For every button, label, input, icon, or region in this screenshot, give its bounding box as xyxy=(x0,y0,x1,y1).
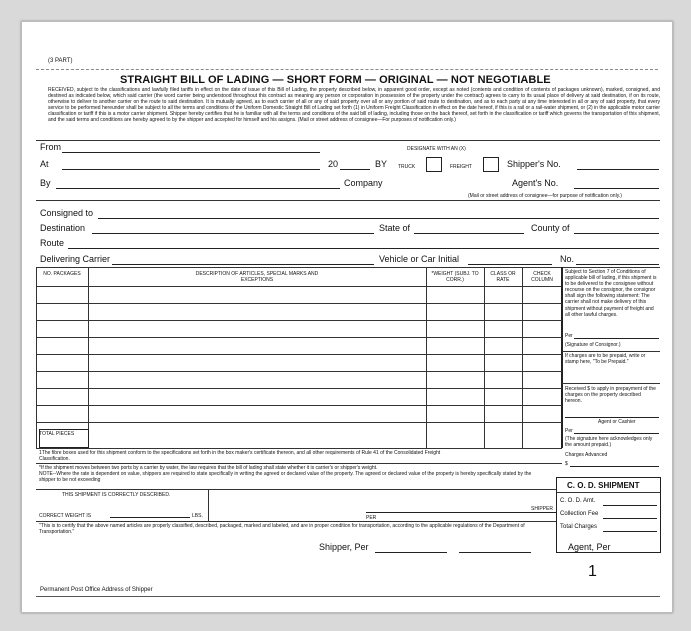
state-of-label: State of xyxy=(379,223,411,233)
delivering-carrier-field[interactable] xyxy=(112,264,374,265)
mail-note: (Mail or street address of consignee—for purpose of notification only.) xyxy=(468,193,622,199)
at-label: At xyxy=(40,159,49,169)
col-header-class: CLASS OR RATE xyxy=(490,271,516,283)
from-field[interactable] xyxy=(62,152,320,153)
prepaid-text: If charges are to be prepaid, write or stamp here, "To be Prepaid." xyxy=(565,353,646,366)
col-header-description: DESCRIPTION OF ARTICLES, SPECIAL MARKS AND EXCEPTIONS xyxy=(195,271,319,283)
shippers-no-field[interactable] xyxy=(577,169,659,170)
table-row[interactable] xyxy=(36,388,562,389)
col-divider-5 xyxy=(561,267,563,448)
consigned-to-label: Consigned to xyxy=(40,208,94,218)
table-left-border xyxy=(36,267,37,448)
col-header-weight: *WEIGHT (SUBJ. TO CORR.) xyxy=(431,271,479,283)
consignor-signature-field[interactable] xyxy=(574,338,659,339)
county-of-label: County of xyxy=(531,223,570,233)
year-field[interactable] xyxy=(340,169,370,170)
section7-text: Subject to Section 7 of Conditions of applicable bill of lading, if this shipment is to be delivered to the consignee without recourse on the consignor, the consignor shall sign the following statement: The carrier shall not make delivery of this shipment without payment of freight and all other lawful charges. xyxy=(565,269,657,318)
value-note: NOTE--Where the rate is dependent on value, shippers are required to state specifically in writing the agreed or declared value of the property. The agreed or declared value of the property is hereby specifically stated by the shipper to be not exceeding xyxy=(39,471,532,484)
permanent-address-label: Permanent Post Office Address of Shipper xyxy=(40,587,153,593)
form-title: STRAIGHT BILL OF LADING — SHORT FORM — ORIGINAL — NOT NEGOTIABLE xyxy=(120,74,551,86)
agent-cashier-field[interactable] xyxy=(565,417,659,418)
table-top-border xyxy=(36,267,660,268)
route-label: Route xyxy=(40,238,65,248)
total-pieces-box[interactable] xyxy=(39,429,89,448)
table-row[interactable] xyxy=(36,303,562,304)
charges-advanced-field[interactable] xyxy=(570,466,659,467)
correct-weight-field[interactable] xyxy=(110,517,190,518)
part-label: (3 PART) xyxy=(48,58,73,64)
received-paragraph: RECEIVED, subject to the classifications and lawfully filed tariffs in effect on the date of issue of this Bill of Lading, the property described below, in apparent good order, except as noted (contents and condition of contents of packages unknown), marked, consigned, and destined as indicated below, which said carrier (the word carrier being understood throughout this contract as meaning any person or corporation in possession of the property under the contract) agrees to carry to its usual place of delivery at said destination, if on its route, otherwise to deliver to another carrier on the route to said destination. It is mutually agreed, as to each carrier of all or any of said property over all or any portion of said route to destination, and as to each party at any time interested in all or any of said property, that every service to be performed hereunder shall be subject to all the terms and conditions of the Uniform Domestic Straight Bill of Lading set forth (1) in Uniform Freight Classification in effect on the date hereof, if this is a rail or a rail-water shipment, or (2) in the applicable motor carrier classification or tariff if this is a motor carrier shipment. Shipper hereby certifies that he is familiar with all the terms and conditions of the said bill of lading, including those on the back thereof, set forth in the classification or tariff which governs the transportation of this shipment, and the said terms and conditions are hereby agreed to by the shipper and accepted for himself and his assigns. (Mail or street address of consignee—For purposes of notification only.) xyxy=(48,87,660,124)
agents-no-label: Agent's No. xyxy=(512,178,559,188)
shipper-box-divider xyxy=(208,489,209,521)
cod-divider xyxy=(557,492,660,493)
shipper-caps-label: SHIPPER xyxy=(531,506,553,512)
agent-cashier-label: Agent or Cashier xyxy=(598,419,636,425)
no-field[interactable] xyxy=(576,264,659,265)
per2-label: Per xyxy=(565,428,573,434)
correct-weight-label: CORRECT WEIGHT IS xyxy=(39,513,92,519)
by-caps-label: BY xyxy=(375,159,388,169)
collection-fee-label: Collection Fee xyxy=(560,511,599,517)
total-charges-label: Total Charges xyxy=(560,524,598,530)
table-row[interactable] xyxy=(36,371,562,372)
bill-of-lading-form xyxy=(21,21,673,613)
side-divider xyxy=(562,383,660,384)
table-header-divider xyxy=(36,286,562,287)
collection-fee-field[interactable] xyxy=(603,518,657,519)
destination-label: Destination xyxy=(40,223,86,233)
delivering-carrier-label: Delivering Carrier xyxy=(40,254,111,264)
freight-label: FREIGHT xyxy=(450,164,472,170)
year-prefix: 20 xyxy=(328,159,339,169)
cod-amt-label: C. O. D. Amt. xyxy=(560,498,596,504)
per2-field[interactable] xyxy=(574,433,659,434)
destination-field[interactable] xyxy=(92,233,374,234)
table-bottom-border xyxy=(36,448,562,449)
certify-divider xyxy=(36,521,556,522)
vehicle-field[interactable] xyxy=(468,264,552,265)
lbs-label: LBS. xyxy=(192,513,203,519)
table-row[interactable] xyxy=(36,354,562,355)
table-row[interactable] xyxy=(36,405,562,406)
table-row[interactable] xyxy=(36,320,562,321)
truck-label: TRUCK xyxy=(398,164,416,170)
table-row[interactable] xyxy=(36,337,562,338)
perforation-line xyxy=(36,69,658,70)
agent-per-field[interactable] xyxy=(614,552,659,553)
cod-title: C. O. D. SHIPMENT xyxy=(567,481,640,490)
charges-dollar: $ xyxy=(565,461,568,467)
permanent-address-field[interactable] xyxy=(36,596,660,597)
col-header-check: CHECK COLUMN xyxy=(531,271,553,283)
page-number: 1 xyxy=(588,563,597,580)
col-divider-2 xyxy=(426,267,427,448)
shipper-per-label: Shipper, Per xyxy=(319,542,369,552)
county-field[interactable] xyxy=(574,233,659,234)
charges-advanced-label: Charges Advanced xyxy=(565,452,608,458)
per-label: Per xyxy=(565,333,573,339)
certify-text: "This is to certify that the above named articles are properly classified, described, packaged, marked and labeled, and are in proper condition for transportation, according to the applicable regulations of the Department of Transportation." xyxy=(39,523,525,536)
total-charges-field[interactable] xyxy=(603,531,657,532)
shipper-per-field[interactable] xyxy=(375,552,447,553)
sig-note: (The signature here acknowledges only the amount prepaid.) xyxy=(565,436,653,449)
designate-label: DESIGNATE WITH AN (X) xyxy=(407,146,466,152)
shipper-per-field-2[interactable] xyxy=(459,552,531,553)
agent-per-label: Agent, Per xyxy=(568,542,611,552)
at-field[interactable] xyxy=(62,169,320,170)
table-row[interactable] xyxy=(36,422,562,423)
per-caps-label: PER xyxy=(366,515,377,521)
truck-checkbox[interactable] xyxy=(426,157,442,172)
by-label: By xyxy=(40,178,51,188)
by-field[interactable] xyxy=(56,188,340,189)
agents-no-field[interactable] xyxy=(574,188,659,189)
water-note: *If the shipment moves between two ports by a carrier by water, the law requires that the bill of lading shall state whether it is carrier's or shipper's weight. xyxy=(39,465,378,471)
notes-divider xyxy=(36,463,562,464)
cod-amt-field[interactable] xyxy=(603,505,657,506)
route-field[interactable] xyxy=(68,248,659,249)
company-label: Company xyxy=(344,178,383,188)
col-divider-4 xyxy=(522,267,523,448)
total-pieces-label: TOTAL PIECES xyxy=(39,431,75,437)
col-header-packages: NO. PACKAGES xyxy=(43,271,81,277)
fibre-box-note: 1The fibre boxes used for this shipment conform to the specifications set forth in the box maker's certificate thereon, and all other requirements of Rule 41 of the Consolidated Freight Classification. xyxy=(39,450,441,463)
header-divider xyxy=(36,140,660,141)
consigned-to-field[interactable] xyxy=(98,218,659,219)
col-divider-3 xyxy=(484,267,485,448)
state-field[interactable] xyxy=(414,233,524,234)
consignee-divider xyxy=(36,200,660,201)
signature-consignor-label: (Signature of Consignor.) xyxy=(565,342,621,348)
no-label: No. xyxy=(560,254,575,264)
freight-checkbox[interactable] xyxy=(483,157,499,172)
col-divider-1 xyxy=(88,267,89,448)
vehicle-label: Vehicle or Car Initial xyxy=(379,254,460,264)
shippers-no-label: Shipper's No. xyxy=(507,159,561,169)
correctly-described-label: THIS SHIPMENT IS CORRECTLY DESCRIBED. xyxy=(62,492,171,498)
side-divider xyxy=(562,351,660,352)
received-text: Received $ to apply in prepayment of the charges on the property described hereon. xyxy=(565,386,656,405)
correct-divider xyxy=(36,489,556,490)
shipper-signature-field[interactable] xyxy=(366,512,556,513)
from-label: From xyxy=(40,142,61,152)
